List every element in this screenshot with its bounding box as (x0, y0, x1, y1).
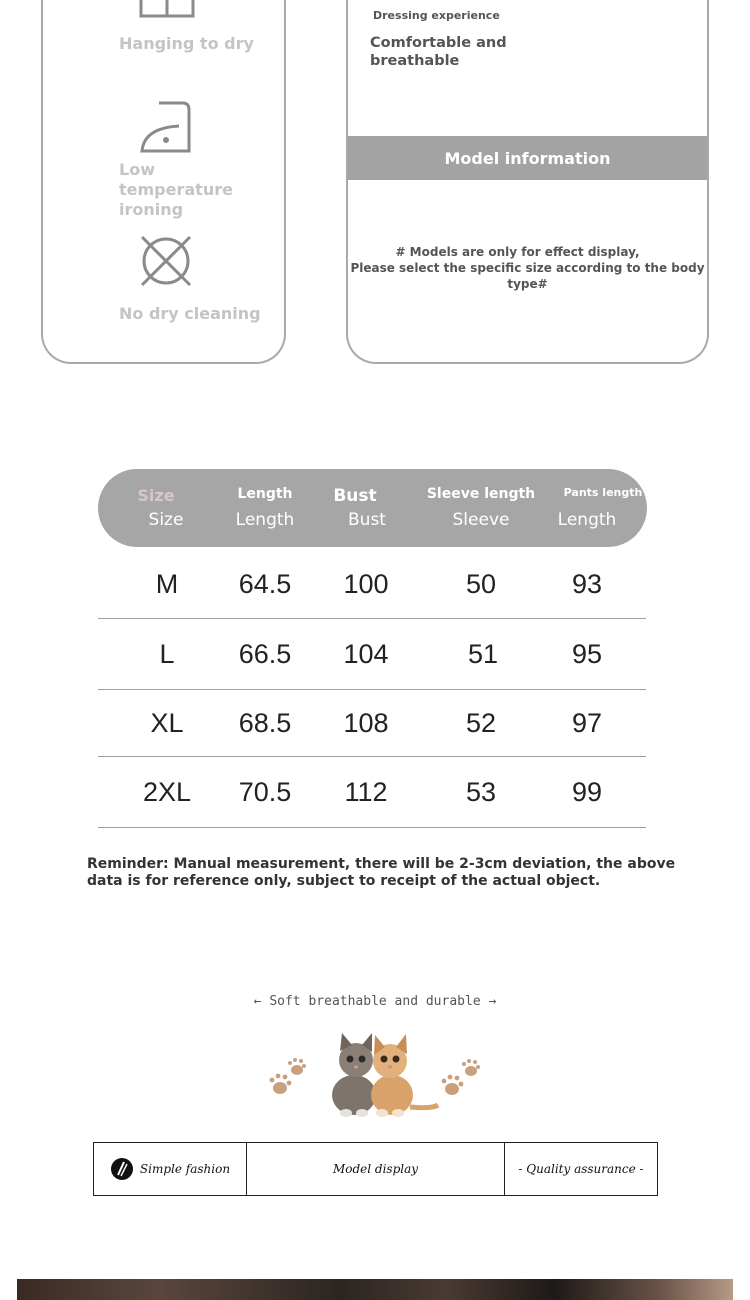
footer-right-cell (504, 1143, 657, 1195)
header-length-bottom: Length (235, 510, 295, 530)
grey-kitten (332, 1033, 376, 1117)
cell-length: 66.5 (238, 638, 292, 669)
footer-right-text: - Quality assurance - (518, 1162, 644, 1176)
cell-size: 2XL (142, 776, 192, 807)
low-iron-icon (139, 100, 197, 154)
header-pants (547, 469, 643, 547)
footer-middle-cell (246, 1143, 504, 1195)
reminder-text: Reminder: Manual measurement, there will be 2-3cm deviation, the above data is for reference only, subject to receipt of the actual object. (87, 856, 676, 889)
info-panel (346, 0, 709, 364)
hanging-dry-icon (139, 0, 197, 20)
cell-size: XL (150, 707, 184, 738)
care-label-ironing: Low temperature ironing (119, 160, 233, 219)
cell-bust: 104 (343, 638, 389, 669)
footer-middle-text: Model display (332, 1162, 419, 1176)
header-bust-top: Bust (333, 486, 377, 506)
dressing-caption: Dressing experience (373, 9, 500, 22)
cell-pants: 93 (571, 568, 603, 599)
cell-length: 70.5 (238, 776, 292, 807)
header-bust (327, 469, 407, 547)
paw-print-icon (442, 1059, 480, 1095)
header-length (225, 469, 305, 547)
cell-sleeve: 50 (465, 568, 497, 599)
model-note-line-1: # Models are only for effect display, (395, 245, 640, 259)
header-pants-bottom: Length (557, 510, 617, 530)
cell-pants: 99 (571, 776, 603, 807)
size-table-header (98, 469, 647, 547)
cell-bust: 100 (343, 568, 389, 599)
table-row (98, 690, 646, 757)
cell-sleeve: 51 (467, 638, 499, 669)
table-row (98, 550, 646, 619)
footer-brand-cell (94, 1143, 246, 1195)
header-sleeve-bottom: Sleeve (452, 510, 510, 530)
model-note (348, 244, 707, 292)
model-info-bar (348, 136, 707, 180)
cell-bust: 112 (344, 776, 388, 807)
cell-pants: 97 (571, 707, 603, 738)
cell-size: M (155, 568, 179, 599)
cell-size: L (159, 638, 175, 669)
header-size-top: Size (137, 486, 175, 505)
table-row (98, 757, 646, 828)
care-panel (41, 0, 286, 364)
cell-length: 64.5 (238, 568, 292, 599)
brand-logo-icon (110, 1157, 134, 1181)
header-length-top: Length (237, 486, 293, 502)
header-pants-top: Pants length (563, 486, 643, 499)
dressing-text: Comfortable and breathable (370, 35, 507, 69)
paw-print-icon (270, 1058, 306, 1094)
header-size-bottom: Size (148, 510, 184, 530)
orange-kitten (371, 1034, 438, 1117)
cell-length: 68.5 (238, 707, 292, 738)
cell-bust: 108 (343, 707, 389, 738)
cell-sleeve: 53 (465, 776, 497, 807)
no-dry-clean-icon (139, 234, 193, 288)
cell-pants: 95 (571, 638, 603, 669)
soft-breathable-title: ← Soft breathable and durable → (253, 994, 497, 1009)
footer-brand-text: Simple fashion (139, 1162, 231, 1176)
cell-sleeve: 52 (465, 707, 497, 738)
kittens-illustration (262, 1025, 488, 1120)
header-size (126, 469, 206, 547)
care-label-hanging: Hanging to dry (119, 34, 254, 53)
model-info-title: Model information (444, 148, 611, 168)
header-sleeve (426, 469, 536, 547)
care-label-no-dry-clean: No dry cleaning (119, 304, 261, 323)
footer-banner (93, 1142, 658, 1196)
model-photo-strip (17, 1279, 733, 1300)
model-note-line-2: Please select the specific size according to the body type# (350, 261, 705, 291)
table-row (98, 619, 646, 690)
header-sleeve-top: Sleeve length (426, 486, 536, 502)
header-bust-bottom: Bust (348, 510, 386, 530)
